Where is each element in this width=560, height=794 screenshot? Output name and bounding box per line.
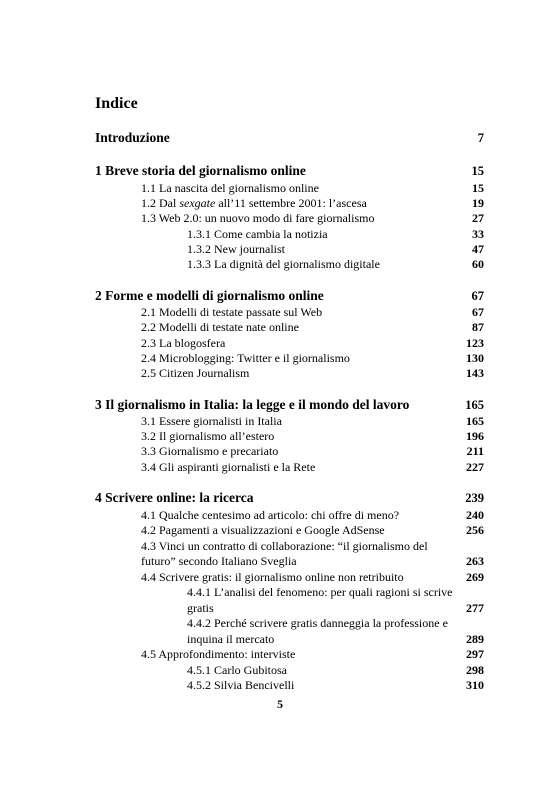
toc-page: 27 [472,211,484,225]
toc-label: 2.4 Microblogging: Twitter e il giornalismo [141,351,350,365]
toc-label: 3.4 Gli aspiranti giornalisti e la Rete [141,460,316,474]
page-title: Indice [95,95,138,112]
toc-page: 15 [471,164,484,178]
toc-page: 165 [466,414,484,428]
toc-label: 1.1 La nascita del giornalismo online [141,181,319,195]
toc-label: 2.5 Citizen Journalism [141,366,250,380]
toc-page: 67 [471,289,484,303]
toc-page: 289 [466,632,484,646]
toc-label: 2.1 Modelli di testate passate sul Web [141,305,323,319]
toc-label: 1.3.2 New journalist [187,242,285,256]
toc-page: 15 [472,181,484,195]
toc-label-line1: 4.4.2 Perché scrivere gratis danneggia la professione e [187,616,448,630]
toc-label-line1: 4.3 Vinci un contratto di collaborazione: “il giornalismo del [141,539,428,553]
toc-label: 2.3 La blogosfera [141,336,226,350]
toc-page: 143 [466,366,484,380]
toc-label-line2: gratis [187,601,214,615]
toc-label: 1 Breve storia del giornalismo online [95,163,306,178]
toc-label: 4.4 Scrivere gratis: il giornalismo online non retribuito [141,570,404,584]
toc-page: 123 [466,336,484,350]
toc-page: 211 [466,444,484,458]
toc-label: 3.3 Giornalismo e precariato [141,444,279,458]
toc-page: 196 [466,429,484,443]
toc-page: 263 [466,554,484,568]
toc-page: 47 [472,242,484,256]
toc-label: 4.5.2 Silvia Bencivelli [187,678,295,692]
toc-page: 240 [466,508,484,522]
toc-page: 277 [466,601,484,615]
toc-label: Introduzione [95,130,170,145]
toc-label-line2: inquina il mercato [187,632,275,646]
page-number: 5 [277,697,283,711]
toc-page: 67 [472,305,484,319]
toc-label: 1.2 Dal sexgate all’11 settembre 2001: l’ascesa [141,196,367,210]
toc-label: 2 Forme e modelli di giornalismo online [95,288,324,303]
toc-label-line1: 4.4.1 L’analisi del fenomeno: per quali ragioni si scrive [187,585,453,599]
toc-label: 1.3.1 Come cambia la notizia [187,227,328,241]
toc-page: 227 [466,460,484,474]
toc-page: 7 [477,131,484,145]
toc-label: 4.5.1 Carlo Gubitosa [187,663,287,677]
toc-label: 1.3 Web 2.0: un nuovo modo di fare giornalismo [141,211,375,225]
toc-page: 33 [472,227,484,241]
toc-page: 297 [466,647,484,661]
toc-page: 19 [472,196,484,210]
toc-page: 239 [465,491,484,505]
toc-label: 3.1 Essere giornalisti in Italia [141,414,282,428]
toc-page: 310 [466,678,484,692]
toc-page: 87 [472,320,484,334]
toc-label: 4.5 Approfondimento: interviste [141,647,296,661]
toc-page: 298 [466,663,484,677]
toc-label: 2.2 Modelli di testate nate online [141,320,299,334]
toc-label: 1.3.3 La dignità del giornalismo digitale [187,257,380,271]
toc-page: 256 [466,523,484,537]
toc-page: 269 [466,570,484,584]
toc-page: 130 [466,351,484,365]
toc-label-line2: futuro” secondo Italiano Sveglia [141,554,297,568]
toc-label: 4.2 Pagamenti a visualizzazioni e Google AdSense [141,523,385,537]
toc-page: 165 [465,398,484,412]
toc-label: 4 Scrivere online: la ricerca [95,490,254,505]
toc-label: 3.2 Il giornalismo all’estero [141,429,275,443]
toc-label: 3 Il giornalismo in Italia: la legge e il mondo del lavoro [95,397,410,412]
toc-page: 60 [472,257,484,271]
toc-label: 4.1 Qualche centesimo ad articolo: chi offre di meno? [141,508,400,522]
